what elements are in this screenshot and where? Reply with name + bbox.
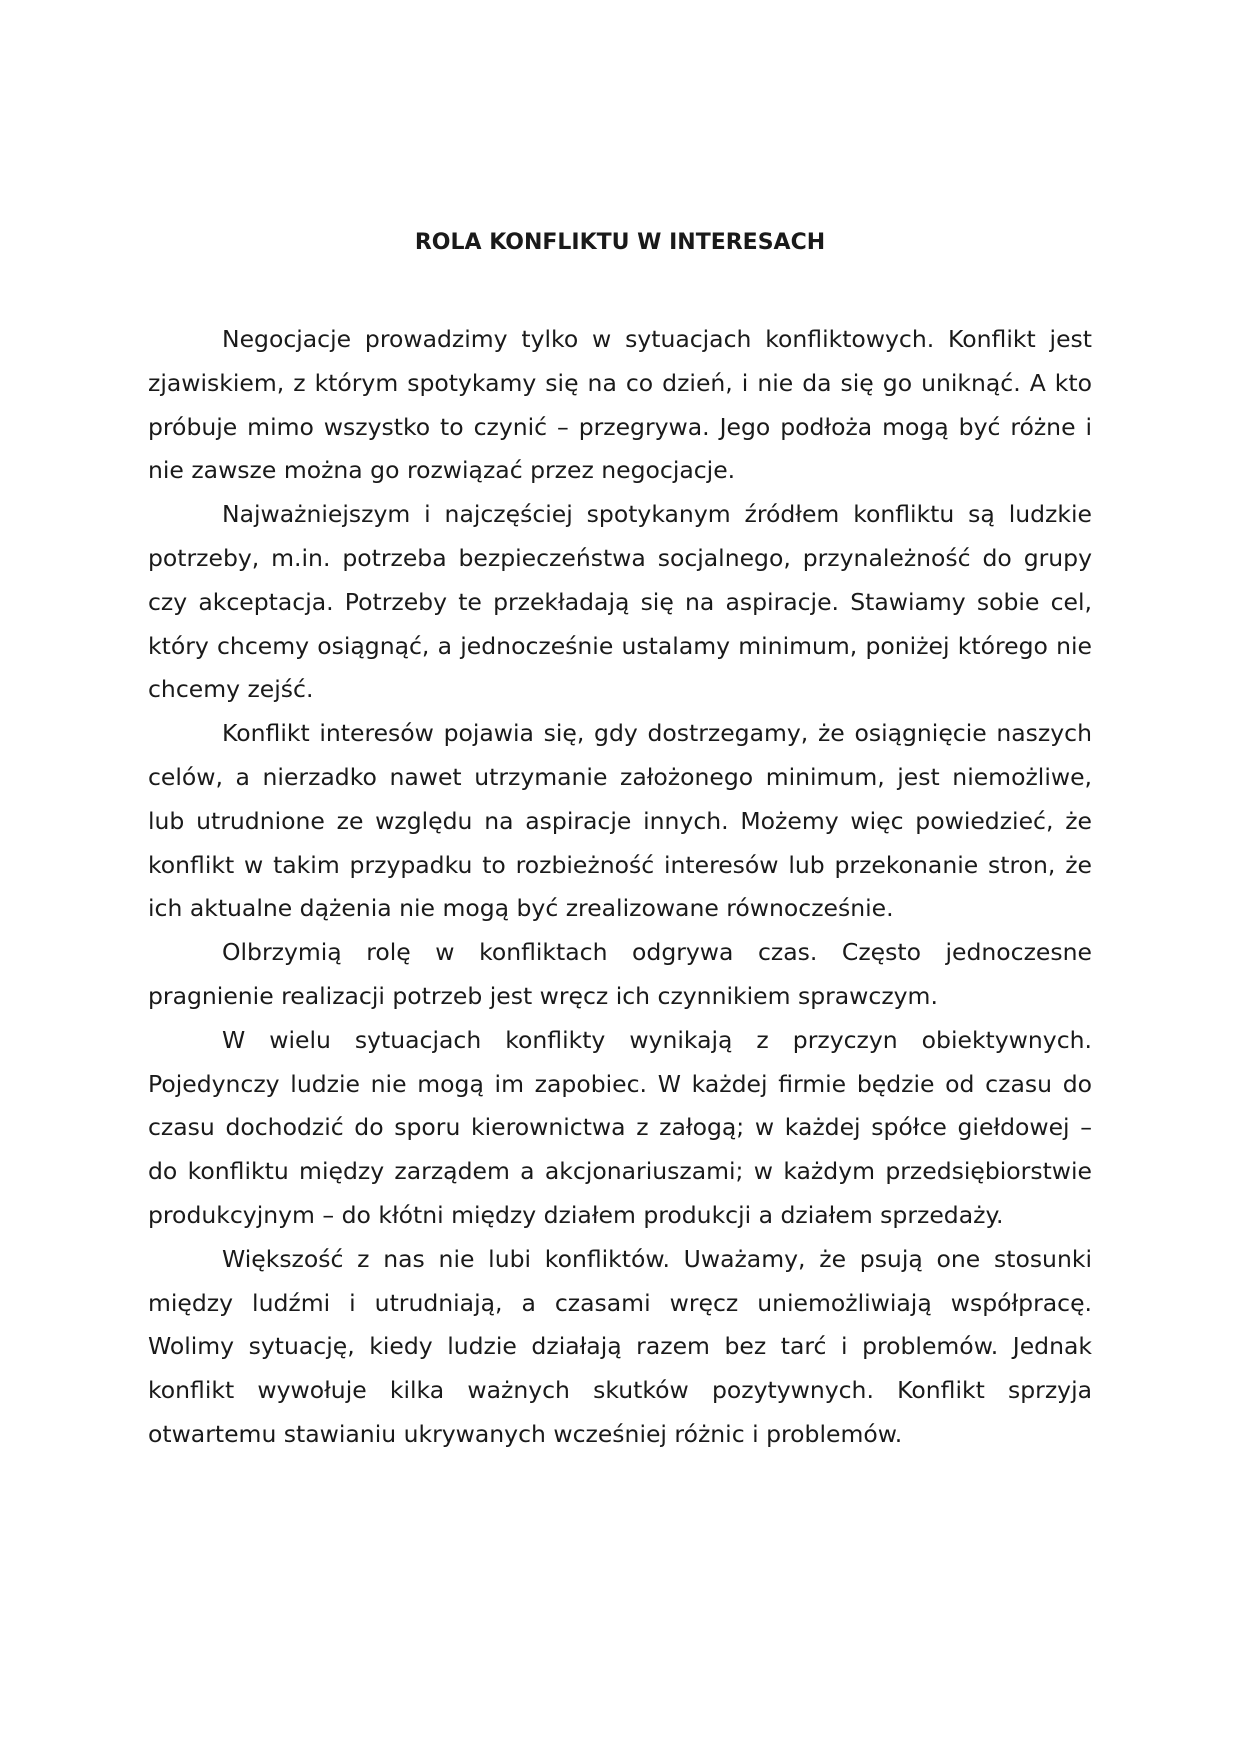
paragraph-4: Olbrzymią rolę w konfliktach odgrywa czas. Często jednoczesne pragnienie realizacji potrzeb jest wręcz ich czynnikiem sprawczym.	[148, 938, 1092, 1010]
paragraph-5: W wielu sytuacjach konflikty wynikają z przyczyn obiektywnych. Pojedynczy ludzie nie mogą im zapobiec. W każdej firmie będzie od czasu do czasu dochodzić do sporu kierownictwa z załogą; w każdej spółce giełdowej – do konfliktu między zarządem a akcjonariuszami; w każdym przedsiębiorstwie produkcyjnym – do kłótni między działem produkcji a działem sprzedaży.	[148, 1025, 1092, 1229]
paragraph-2: Najważniejszym i najczęściej spotykanym źródłem konfliktu są ludzkie potrzeby, m.in. potrzeba bezpieczeństwa socjalnego, przynależność do grupy czy akceptacja. Potrzeby te przekładają się na aspiracje. Stawiamy sobie cel, który chcemy osiągnąć, a jednocześnie ustalamy minimum, poniżej którego nie chcemy zejść.	[148, 500, 1092, 704]
document-body	[148, 318, 1092, 1457]
paragraph-3: Konflikt interesów pojawia się, gdy dostrzegamy, że osiągnięcie naszych celów, a nierzadko nawet utrzymanie założonego minimum, jest niemożliwe, lub utrudnione ze względu na aspiracje innych. Możemy więc powiedzieć, że konflikt w takim przypadku to rozbieżność interesów lub przekonanie stron, że ich aktualne dążenia nie mogą być zrealizowane równocześnie.	[148, 719, 1092, 923]
paragraph-6: Większość z nas nie lubi konfliktów. Uważamy, że psują one stosunki między ludźmi i utrudniają, a czasami wręcz uniemożliwiają współpracę. Wolimy sytuację, kiedy ludzie działają razem bez tarć i problemów. Jednak konflikt wywołuje kilka ważnych skutków pozytywnych. Konflikt sprzyja otwartemu stawianiu ukrywanych wcześniej różnic i problemów.	[148, 1244, 1092, 1448]
paragraph-1: Negocjacje prowadzimy tylko w sytuacjach konfliktowych. Konflikt jest zjawiskiem, z którym spotykamy się na co dzień, i nie da się go uniknąć. A kto próbuje mimo wszystko to czynić – przegrywa. Jego podłoża mogą być różne i nie zawsze można go rozwiązać przez negocjacje.	[148, 325, 1092, 485]
document-title: ROLA KONFLIKTU W INTERESACH	[414, 230, 826, 255]
